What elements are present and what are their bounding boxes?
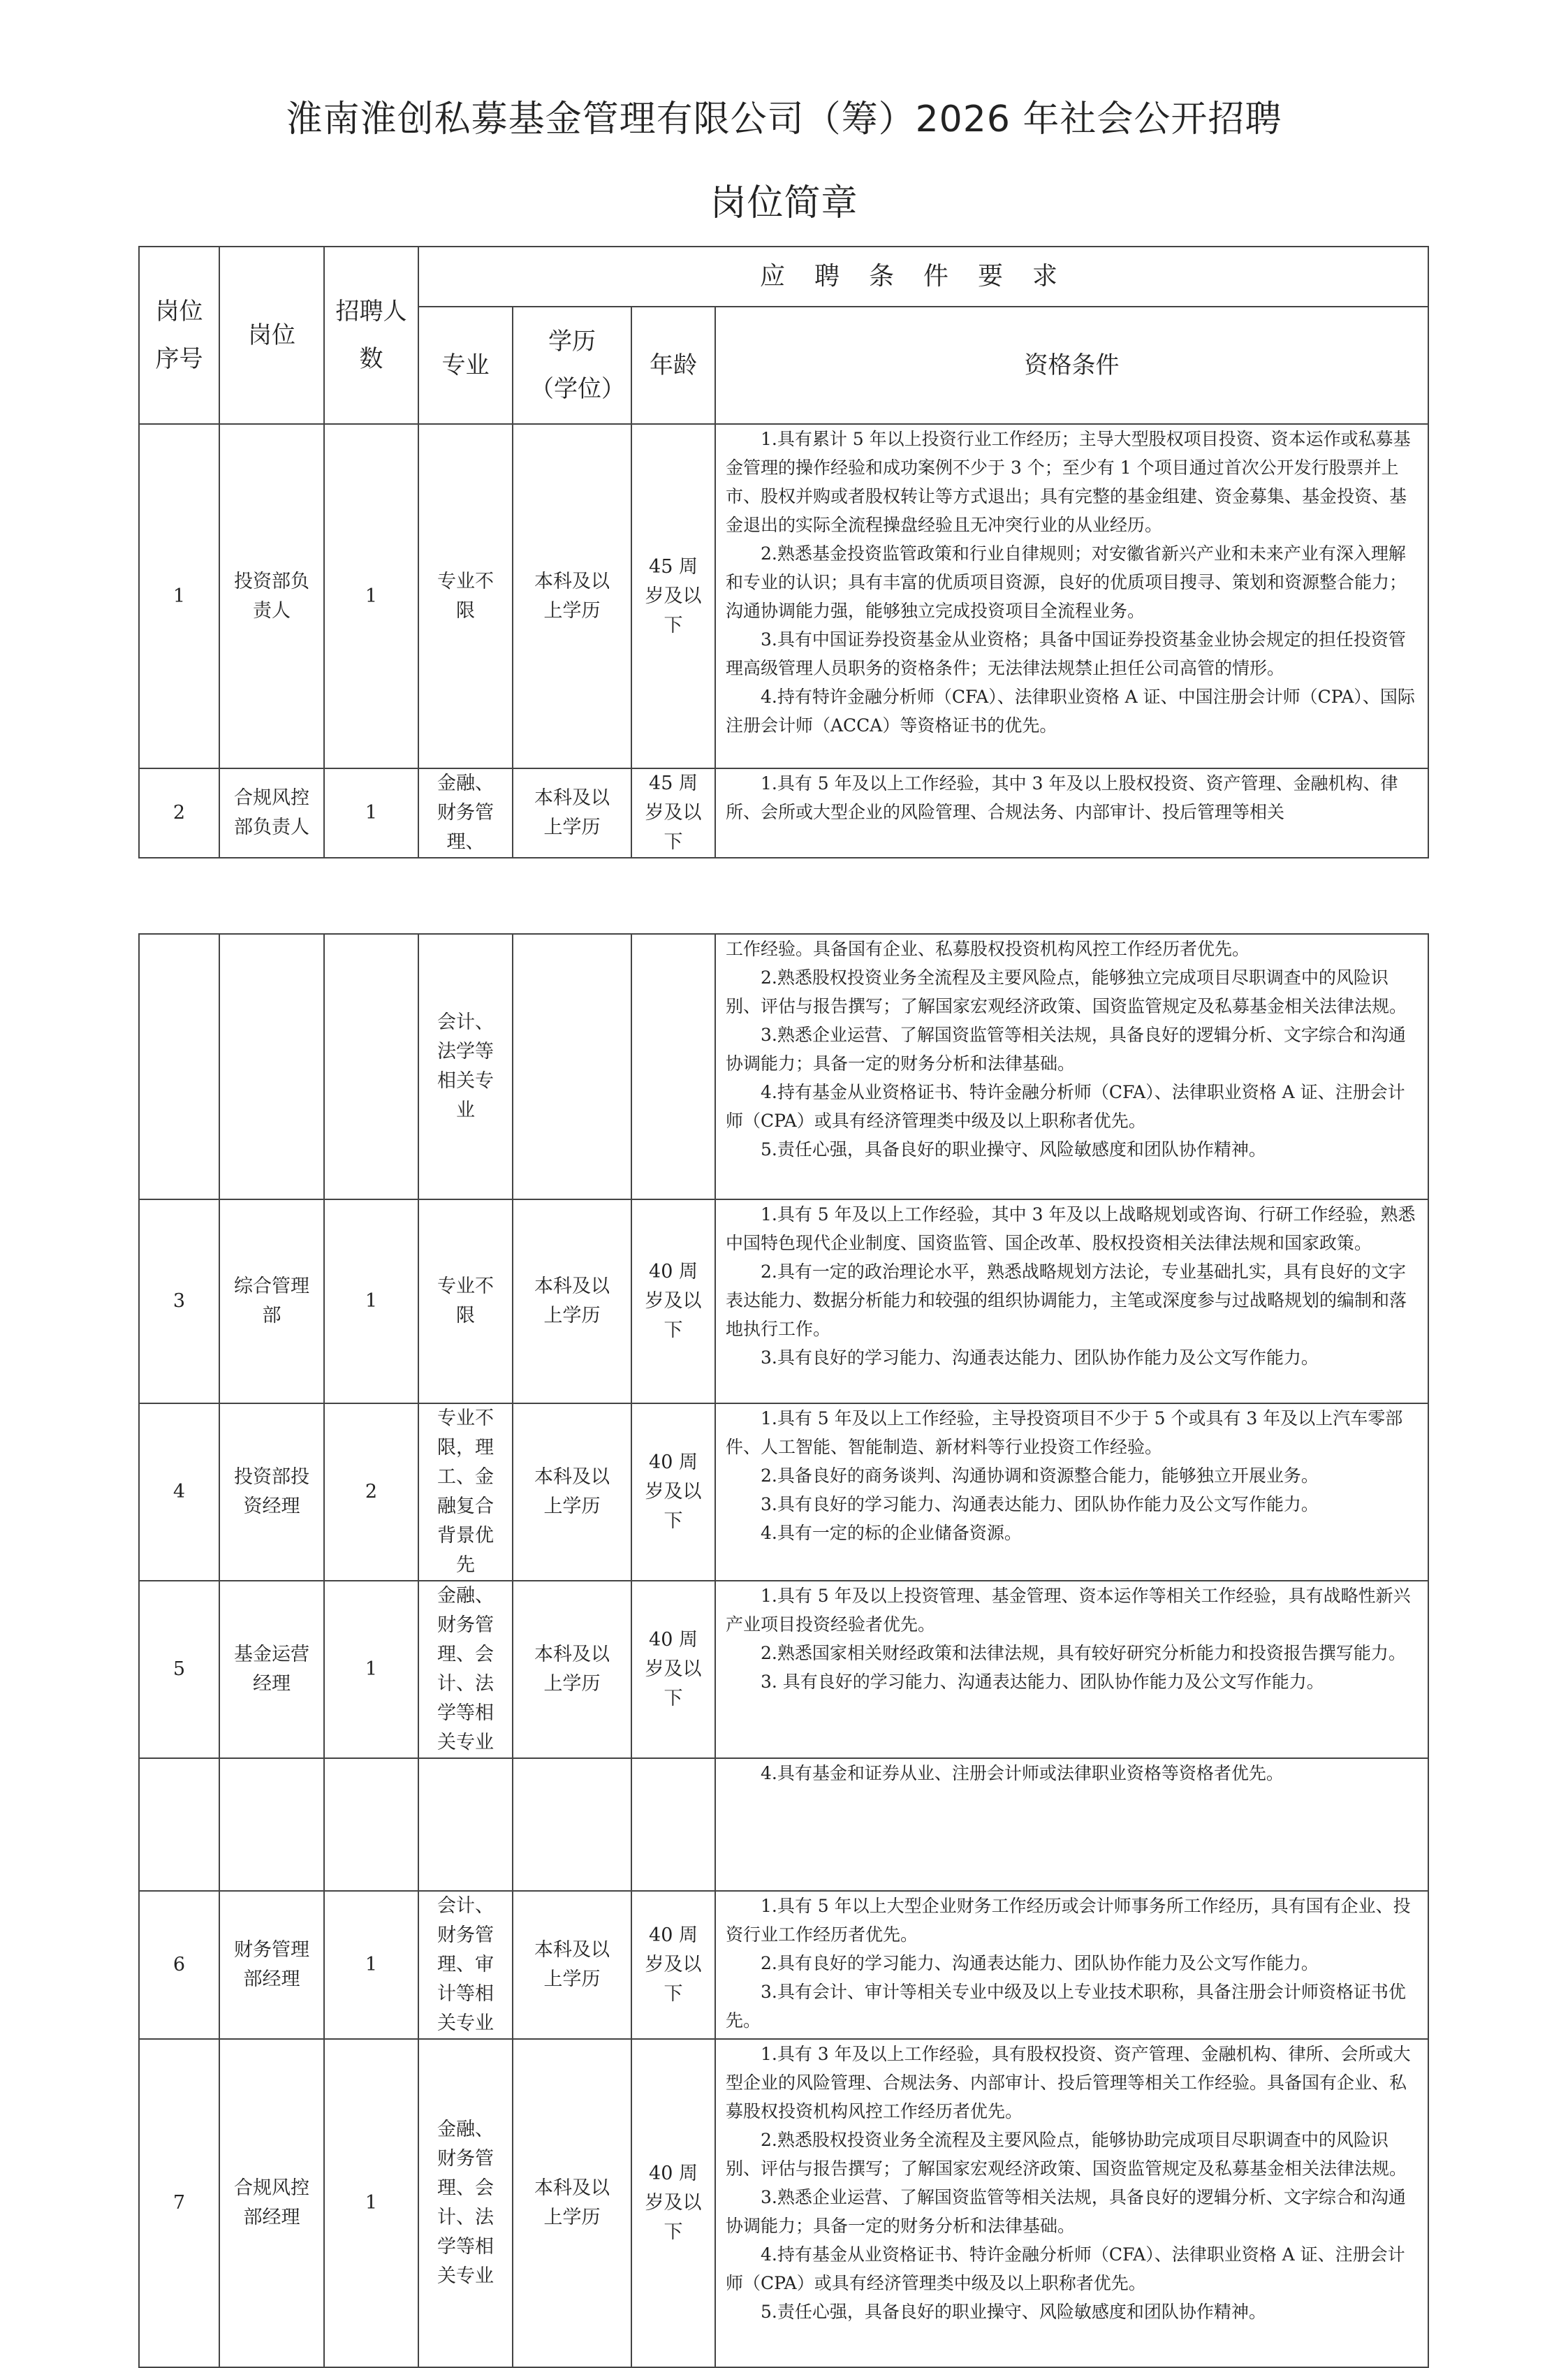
cell-count: 1 [324, 1891, 418, 2039]
cell-seq: 6 [139, 1891, 219, 2039]
cell-education [513, 934, 631, 1199]
cell-seq [139, 1758, 219, 1891]
table-row [139, 2039, 1428, 2367]
cell-seq: 5 [139, 1581, 219, 1758]
table-row [139, 934, 1428, 1199]
cell-position: 综合管理部 [219, 1199, 324, 1403]
qualification-item: 1.具有 5 年及以上工作经验，主导投资项目不少于 5 个或具有 3 年及以上汽车零部件、人工智能、智能制造、新材料等行业投资工作经验。 [726, 1408, 1403, 1457]
qualification-item: 1.具有 5 年以上大型企业财务工作经历或会计师事务所工作经历，具有国有企业、投资行业工作经历者优先。 [726, 1896, 1411, 1945]
table-row [139, 768, 1428, 858]
cell-position: 投资部投资经理 [219, 1403, 324, 1581]
cell-position: 合规风控部经理 [219, 2039, 324, 2367]
cell-major: 金融、财务管理、会计、法学等相关专业 [418, 2039, 513, 2367]
qualification-item: 2.具备良好的商务谈判、沟通协调和资源整合能力，能够独立开展业务。 [761, 1466, 1319, 1486]
cell-age [631, 934, 715, 1199]
cell-qualifications [715, 2039, 1428, 2367]
cell-count: 1 [324, 768, 418, 858]
qualification-item: 1.具有 5 年及以上工作经验，其中 3 年及以上股权投资、资产管理、金融机构、律所、会所或大型企业的风险管理、合规法务、内部审计、投后管理等相关 [726, 773, 1398, 822]
cell-major: 专业不限 [418, 1199, 513, 1403]
cell-count: 1 [324, 1199, 418, 1403]
qualification-item: 1.具有累计 5 年以上投资行业工作经历；主导大型股权项目投资、资本运作或私募基金管理的操作经验和成功案例不少于 3 个；至少有 1 个项目通过首次公开发行股票并上市、股权并购或者股权转让等方式退出；具有完整的基金组建、资金募集、基金投资、基金退出的实际全流程操盘经验且无冲突行业的从业经历。 [726, 429, 1411, 535]
qualification-item: 5.责任心强，具备良好的职业操守、风险敏感度和团队协作精神。 [761, 2302, 1266, 2322]
cell-age: 45 周岁及以下 [631, 424, 715, 768]
qualification-item: 3.具有会计、审计等相关专业中级及以上专业技术职称，具备注册会计师资格证书优先。 [726, 1982, 1406, 2031]
page-subtitle: 岗位简章 [710, 182, 858, 224]
cell-age: 40 周岁及以下 [631, 1891, 715, 2039]
qualification-item: 3.具有中国证券投资基金从业资格；具备中国证券投资基金业协会规定的担任投资管理高级管理人员职务的资格条件；无法律法规禁止担任公司高管的情形。 [726, 629, 1406, 678]
qualification-item: 3. 具有良好的学习能力、沟通表达能力、团队协作能力及公文写作能力。 [761, 1672, 1324, 1692]
cell-seq: 7 [139, 2039, 219, 2367]
qualification-item: 3.具有良好的学习能力、沟通表达能力、团队协作能力及公文写作能力。 [761, 1347, 1319, 1368]
cell-age: 40 周岁及以下 [631, 1199, 715, 1403]
qualification-item: 4.持有基金从业资格证书、特许金融分析师（CFA）、法律职业资格 A 证、注册会计师（CPA）或具有经济管理类中级及以上职称者优先。 [726, 2244, 1405, 2293]
qualification-item: 2.熟悉基金投资监管政策和行业自律规则；对安徽省新兴产业和未来产业有深入理解和专业的认识；具有丰富的优质项目资源，良好的优质项目搜寻、策划和资源整合能力；沟通协调能力强，能够独立完成投资项目全流程业务。 [726, 543, 1407, 621]
cell-qualifications [715, 1758, 1428, 1891]
cell-seq: 3 [139, 1199, 219, 1403]
cell-major: 金融、财务管理、 [418, 768, 513, 858]
header-age: 年龄 [631, 307, 715, 424]
cell-seq: 4 [139, 1403, 219, 1581]
qualification-item: 4.具有基金和证券从业、注册会计师或法律职业资格等资格者优先。 [761, 1763, 1284, 1783]
qualification-item: 3.熟悉企业运营、了解国资监管等相关法规，具备良好的逻辑分析、文字综合和沟通协调能力；具备一定的财务分析和法律基础。 [726, 1025, 1406, 1074]
cell-position [219, 934, 324, 1199]
header-position: 岗位 [219, 247, 324, 424]
cell-qualifications [715, 934, 1428, 1199]
header-education: 学历（学位） [513, 307, 631, 424]
qualification-item: 3.熟悉企业运营、了解国资监管等相关法规，具备良好的逻辑分析、文字综合和沟通协调能力；具备一定的财务分析和法律基础。 [726, 2187, 1406, 2236]
cell-count: 1 [324, 2039, 418, 2367]
cell-education: 本科及以上学历 [513, 2039, 631, 2367]
cell-count: 1 [324, 424, 418, 768]
cell-count: 2 [324, 1403, 418, 1581]
cell-major: 专业不限 [418, 424, 513, 768]
cell-count [324, 934, 418, 1199]
cell-count: 1 [324, 1581, 418, 1758]
table-row [139, 424, 1428, 768]
qualification-item: 1.具有 3 年及以上工作经验，具有股权投资、资产管理、金融机构、律所、会所或大型企业的风险管理、合规法务、内部审计、投后管理等相关工作经验。具备国有企业、私募股权投资机构风控工作经历者优先。 [726, 2044, 1411, 2121]
table-row [139, 1403, 1428, 1581]
cell-position: 投资部负责人 [219, 424, 324, 768]
cell-age [631, 1758, 715, 1891]
header-major: 专业 [418, 307, 513, 424]
cell-qualifications [715, 768, 1428, 858]
table-row [139, 1199, 1428, 1403]
cell-seq: 1 [139, 424, 219, 768]
cell-major: 会计、财务管理、审计等相关专业 [418, 1891, 513, 2039]
qualification-item: 4.持有基金从业资格证书、特许金融分析师（CFA）、法律职业资格 A 证、注册会计师（CPA）或具有经济管理类中级及以上职称者优先。 [726, 1082, 1405, 1131]
cell-qualifications [715, 1199, 1428, 1403]
table-row [139, 1581, 1428, 1758]
qualification-item: 工作经验。具备国有企业、私募股权投资机构风控工作经历者优先。 [726, 939, 1250, 959]
cell-qualifications [715, 424, 1428, 768]
cell-education [513, 1758, 631, 1891]
cell-education: 本科及以上学历 [513, 1891, 631, 2039]
cell-age: 40 周岁及以下 [631, 1403, 715, 1581]
job-table-page1 [138, 246, 1429, 858]
cell-education: 本科及以上学历 [513, 768, 631, 858]
qualification-item: 2.熟悉股权投资业务全流程及主要风险点，能够协助完成项目尽职调查中的风险识别、评估与报告撰写；了解国家宏观经济政策、国资监管规定及私募基金相关法律法规。 [726, 2130, 1407, 2179]
qualification-item: 1.具有 5 年及以上工作经验，其中 3 年及以上战略规划或咨询、行研工作经验，熟悉中国特色现代企业制度、国资监管、国企改革、股权投资相关法律法规和国家政策。 [726, 1204, 1416, 1253]
header-count: 招聘人数 [324, 247, 418, 424]
header-qualifications: 资格条件 [715, 307, 1428, 424]
cell-major [418, 1758, 513, 1891]
cell-education: 本科及以上学历 [513, 1581, 631, 1758]
cell-major: 金融、财务管理、会计、法学等相关专业 [418, 1581, 513, 1758]
qualification-item: 4.具有一定的标的企业储备资源。 [761, 1523, 1022, 1543]
cell-education: 本科及以上学历 [513, 424, 631, 768]
cell-education: 本科及以上学历 [513, 1403, 631, 1581]
qualification-item: 2.具有良好的学习能力、沟通表达能力、团队协作能力及公文写作能力。 [761, 1953, 1319, 1973]
header-requirements: 应聘条件要求 [418, 247, 1428, 307]
qualification-item: 2.熟悉国家相关财经政策和法律法规，具有较好研究分析能力和投资报告撰写能力。 [761, 1643, 1406, 1663]
cell-major: 会计、法学等相关专业 [418, 934, 513, 1199]
qualification-item: 2.熟悉股权投资业务全流程及主要风险点，能够独立完成项目尽职调查中的风险识别、评估与报告撰写；了解国家宏观经济政策、国资监管规定及私募基金相关法律法规。 [726, 967, 1407, 1016]
cell-position: 基金运营经理 [219, 1581, 324, 1758]
header-seq: 岗位序号 [139, 247, 219, 424]
cell-qualifications [715, 1403, 1428, 1581]
job-table-page2 [138, 933, 1429, 2368]
qualification-item: 2.具有一定的政治理论水平，熟悉战略规划方法论，专业基础扎实，具有良好的文字表达能力、数据分析能力和较强的组织协调能力，主笔或深度参与过战略规划的编制和落地执行工作。 [726, 1262, 1407, 1339]
cell-age: 40 周岁及以下 [631, 2039, 715, 2367]
qualification-item: 1.具有 5 年及以上投资管理、基金管理、资本运作等相关工作经验，具有战略性新兴产业项目投资经验者优先。 [726, 1586, 1411, 1635]
cell-qualifications [715, 1891, 1428, 2039]
cell-count [324, 1758, 418, 1891]
table-row [139, 1758, 1428, 1891]
cell-age: 40 周岁及以下 [631, 1581, 715, 1758]
qualification-item: 3.具有良好的学习能力、沟通表达能力、团队协作能力及公文写作能力。 [761, 1494, 1319, 1514]
cell-position: 财务管理部经理 [219, 1891, 324, 2039]
qualification-item: 5.责任心强，具备良好的职业操守、风险敏感度和团队协作精神。 [761, 1139, 1266, 1160]
cell-qualifications [715, 1581, 1428, 1758]
cell-education: 本科及以上学历 [513, 1199, 631, 1403]
cell-position: 合规风控部负责人 [219, 768, 324, 858]
page-title: 淮南淮创私募基金管理有限公司（筹）2026 年社会公开招聘 [286, 98, 1282, 140]
cell-seq: 2 [139, 768, 219, 858]
table-row [139, 1891, 1428, 2039]
cell-seq [139, 934, 219, 1199]
cell-major: 专业不限，理工、金融复合背景优先 [418, 1403, 513, 1581]
qualification-item: 4.持有特许金融分析师（CFA）、法律职业资格 A 证、中国注册会计师（CPA）、国际注册会计师（ACCA）等资格证书的优先。 [726, 687, 1415, 736]
cell-age: 45 周岁及以下 [631, 768, 715, 858]
cell-position [219, 1758, 324, 1891]
